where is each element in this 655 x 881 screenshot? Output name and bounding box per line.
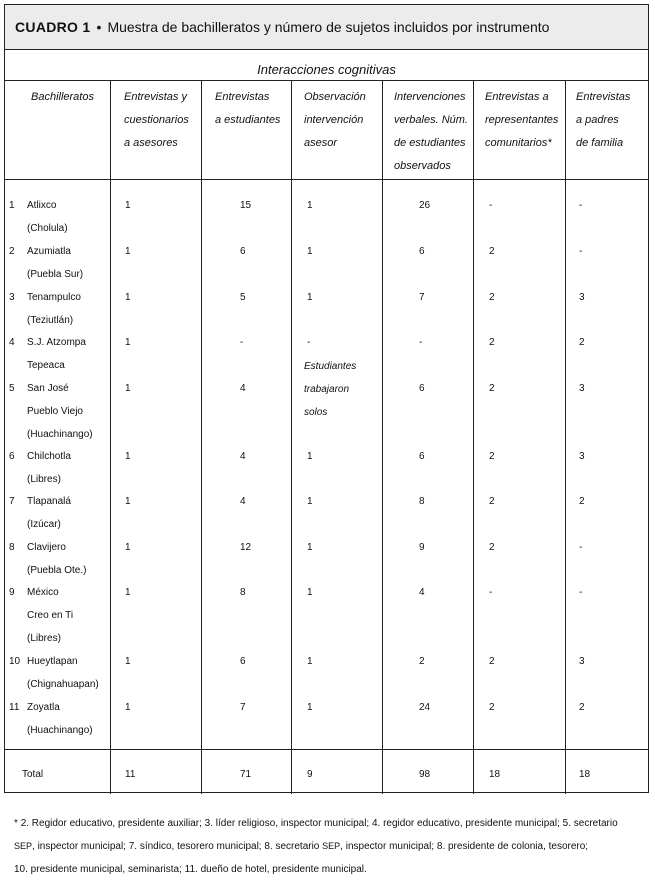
table-cell: 26 — [419, 200, 431, 211]
school-name-line: México — [27, 587, 59, 598]
table-cell: 3 — [579, 656, 585, 667]
table-row-label — [9, 195, 109, 234]
school-name-line: Clavijero — [27, 542, 66, 553]
table-cell: 2 — [579, 702, 585, 713]
column-header — [485, 86, 558, 155]
column-header-line: cuestionarios — [124, 114, 189, 126]
table-cell: - — [419, 337, 423, 348]
school-name-line: Atlixco — [27, 200, 57, 211]
column-header — [124, 86, 189, 155]
table-subtitle: Interacciones cognitivas — [257, 62, 396, 77]
row-number: 7 — [9, 496, 15, 507]
table-cell: - — [489, 587, 493, 598]
divider — [5, 80, 648, 81]
school-name — [27, 195, 68, 241]
school-name — [27, 491, 71, 537]
school-name — [27, 287, 81, 333]
table-title-bar — [5, 5, 648, 50]
row-number: 2 — [9, 246, 15, 257]
school-name — [27, 378, 93, 446]
table-cell: 1 — [307, 656, 313, 667]
table-cell: 6 — [419, 246, 425, 257]
school-name — [27, 241, 83, 287]
observation-note-line: Estudiantes — [304, 361, 357, 372]
table-cell: 2 — [419, 656, 425, 667]
total-cell: 9 — [307, 769, 313, 780]
row-number: 9 — [9, 587, 15, 598]
table-cell: 1 — [125, 496, 131, 507]
table-row-label — [9, 241, 109, 280]
table-cell: 3 — [579, 451, 585, 462]
table-cell: 1 — [125, 542, 131, 553]
school-name-line: Chilchotla — [27, 451, 71, 462]
observation-note — [304, 356, 356, 424]
school-name — [27, 582, 73, 650]
column-header-line: de familia — [576, 137, 624, 149]
column-header-line: a padres — [576, 114, 619, 126]
table-row-label — [9, 651, 109, 690]
table-cell: 1 — [307, 542, 313, 553]
table-cell: 2 — [489, 246, 495, 257]
row-number: 3 — [9, 292, 15, 303]
footnote-sep: SEP — [322, 841, 341, 851]
column-header-line: Entrevistas a — [485, 91, 549, 103]
table-row-label — [9, 537, 109, 576]
column-header-line: comunitarios* — [485, 137, 552, 149]
table-cell: 1 — [307, 496, 313, 507]
table-cell: 6 — [240, 656, 246, 667]
total-cell: 98 — [419, 769, 431, 780]
table-cell: 2 — [489, 656, 495, 667]
observation-note-line: solos — [304, 406, 328, 418]
table-frame — [4, 4, 649, 793]
table-row-label — [9, 287, 109, 326]
table-cell: 1 — [125, 587, 131, 598]
school-name-line: (Libres) — [27, 632, 61, 644]
table-cell: 24 — [419, 702, 431, 713]
table-cell: 2 — [489, 496, 495, 507]
column-header — [31, 86, 94, 109]
column-header-line: Observación — [304, 91, 366, 103]
table-cell: 1 — [307, 587, 313, 598]
table-cell: 8 — [240, 587, 246, 598]
school-name-line: (Puebla Ote.) — [27, 564, 87, 576]
table-cell: 1 — [125, 702, 131, 713]
table-cell: 7 — [240, 702, 246, 713]
title-bullet: • — [96, 19, 102, 35]
school-name — [27, 446, 71, 492]
total-cell: 71 — [240, 769, 252, 780]
table-cell: 1 — [125, 337, 131, 348]
footnote-star: * — [14, 818, 18, 829]
row-number: 6 — [9, 451, 15, 462]
table-cell: 2 — [489, 383, 495, 394]
table-cell: 2 — [579, 496, 585, 507]
table-cell: 2 — [489, 702, 495, 713]
table-title: Muestra de bachilleratos y número de sujetos incluidos por instrumento — [107, 19, 550, 35]
school-name-line: (Libres) — [27, 473, 61, 485]
table-row-label — [9, 332, 109, 371]
school-name-line: Tepeaca — [27, 359, 65, 371]
table-cell: - — [579, 246, 583, 257]
column-header-line: Intervenciones — [394, 91, 466, 103]
footnote — [14, 812, 644, 881]
school-name-line: (Huachinango) — [27, 428, 93, 440]
school-name-line: Hueytlapan — [27, 656, 78, 667]
column-header-line: Entrevistas — [215, 91, 270, 103]
total-cell: 11 — [125, 769, 136, 780]
school-name — [27, 537, 86, 583]
school-name-line: Tenampulco — [27, 292, 81, 303]
row-number: 1 — [9, 200, 15, 211]
school-name-line: (Chignahuapan) — [27, 678, 99, 690]
table-cell: - — [579, 542, 583, 553]
table-cell: 15 — [240, 200, 252, 211]
column-header-line: a estudiantes — [215, 114, 281, 126]
column-header-line: representantes — [485, 114, 559, 126]
table-cell: 1 — [307, 451, 313, 462]
column-divider — [382, 80, 383, 794]
row-number: 11 — [9, 702, 20, 713]
total-cell: 18 — [579, 769, 591, 780]
school-name — [27, 332, 86, 378]
divider — [5, 749, 648, 750]
table-cell: 9 — [419, 542, 425, 553]
table-cell: 4 — [240, 451, 246, 462]
table-cell: 7 — [419, 292, 425, 303]
table-row-label — [9, 491, 109, 530]
total-cell: 18 — [489, 769, 501, 780]
school-name-line: (Izúcar) — [27, 518, 61, 530]
school-name-line: (Teziutlán) — [27, 314, 74, 326]
table-cell: - — [307, 337, 311, 348]
table-cell: 2 — [489, 292, 495, 303]
column-header — [215, 86, 280, 132]
total-label: Total — [22, 769, 44, 780]
table-row-label — [9, 446, 109, 485]
table-cell: 12 — [240, 542, 252, 553]
table-cell: 2 — [579, 337, 585, 348]
school-name-line: San José — [27, 383, 69, 394]
column-header-line: Entrevistas — [576, 91, 631, 103]
school-name-line: Azumiatla — [27, 246, 71, 257]
row-number: 5 — [9, 383, 15, 394]
footnote-line-2b: , inspector municipal; 8. presidente de colonia, tesorero; — [340, 841, 589, 852]
column-header-line: a asesores — [124, 137, 178, 149]
table-cell: 6 — [419, 451, 425, 462]
table-row-label — [9, 378, 109, 440]
table-cell: 6 — [419, 383, 425, 394]
footnote-line-1: 2. Regidor educativo, presidente auxiliar; 3. líder religioso, inspector municipal; 4. regidor educativo, presidente municipal; 5. secretario — [20, 818, 618, 829]
table-cell: 1 — [307, 702, 313, 713]
table-cell: 8 — [419, 496, 425, 507]
table-row-label — [9, 697, 109, 736]
school-name — [27, 697, 93, 743]
observation-note-line: trabajaron — [304, 383, 350, 395]
school-name-line: Pueblo Viejo — [27, 405, 83, 417]
table-cell: 2 — [489, 542, 495, 553]
school-name-line: Creo en Ti — [27, 609, 74, 621]
column-header-line: Entrevistas y — [124, 91, 187, 103]
column-divider — [473, 80, 474, 794]
column-header-line: verbales. Núm. — [394, 114, 468, 126]
school-name-line: S.J. Atzompa — [27, 337, 86, 348]
table-row-label — [9, 582, 109, 644]
column-header-line: Bachilleratos — [31, 91, 94, 103]
table-cell: 5 — [240, 292, 246, 303]
column-header-line: observados — [394, 160, 451, 172]
table-cell: 1 — [307, 292, 313, 303]
table-cell: 3 — [579, 292, 585, 303]
column-divider — [201, 80, 202, 794]
column-header-line: intervención — [304, 114, 364, 126]
column-header — [394, 86, 468, 178]
table-cell: 2 — [489, 337, 495, 348]
table-cell: 2 — [489, 451, 495, 462]
table-cell: 1 — [125, 246, 131, 257]
table-cell: 3 — [579, 383, 585, 394]
table-cell: 1 — [125, 292, 131, 303]
table-cell: 1 — [125, 451, 131, 462]
school-name-line: Tlapanalá — [27, 496, 71, 507]
table-cell: 4 — [240, 383, 246, 394]
column-header-line: de estudiantes — [394, 137, 466, 149]
row-number: 4 — [9, 337, 15, 348]
school-name-line: (Puebla Sur) — [27, 268, 84, 280]
school-name-line: (Cholula) — [27, 222, 68, 234]
table-cell: - — [240, 337, 244, 348]
school-name-line: Zoyatla — [27, 702, 60, 713]
column-divider — [565, 80, 566, 794]
column-header — [304, 86, 366, 155]
table-cell: 1 — [125, 383, 131, 394]
table-cell: 6 — [240, 246, 246, 257]
column-header — [576, 86, 630, 155]
table-cell: 4 — [419, 587, 425, 598]
school-name-line: (Huachinango) — [27, 724, 93, 736]
table-cell: 1 — [125, 656, 131, 667]
footnote-line-3: 10. presidente municipal, seminarista; 11. dueño de hotel, presidente municipal. — [14, 864, 367, 875]
footnote-sep: SEP — [14, 841, 33, 851]
table-cell: 1 — [125, 200, 131, 211]
row-number: 8 — [9, 542, 15, 553]
table-cell: 1 — [307, 200, 313, 211]
table-cell: - — [579, 587, 583, 598]
table-label: CUADRO 1 — [15, 19, 91, 35]
column-divider — [291, 80, 292, 794]
table-cell: - — [579, 200, 583, 211]
footnote-line-2a: , inspector municipal; 7. síndico, tesorero municipal; 8. secretario — [32, 841, 323, 852]
divider — [5, 179, 648, 180]
table-cell: - — [489, 200, 493, 211]
column-divider — [110, 80, 111, 794]
table-cell: 4 — [240, 496, 246, 507]
row-number: 10 — [9, 656, 21, 667]
table-cell: 1 — [307, 246, 313, 257]
school-name — [27, 651, 99, 697]
column-header-line: asesor — [304, 137, 338, 149]
